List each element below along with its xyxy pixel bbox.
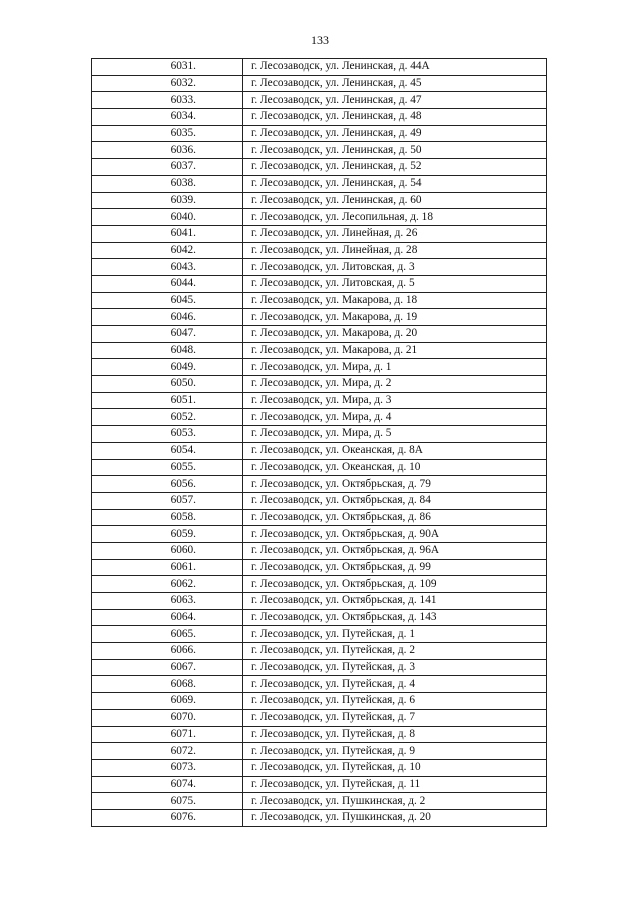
row-address: г. Лесозаводск, ул. Макарова, д. 19: [243, 309, 547, 326]
row-number: 6052.: [92, 409, 243, 426]
table-row: [92, 643, 547, 660]
row-number: 6063.: [92, 593, 243, 610]
table-row: [92, 576, 547, 593]
row-number: 6037.: [92, 159, 243, 176]
table-row: [92, 726, 547, 743]
table-row: [92, 192, 547, 209]
row-address: г. Лесозаводск, ул. Ленинская, д. 44А: [243, 59, 547, 76]
table-row: [92, 759, 547, 776]
row-number: 6058.: [92, 509, 243, 526]
row-number: 6057.: [92, 492, 243, 509]
table-row: [92, 609, 547, 626]
table-row: [92, 359, 547, 376]
row-number: 6050.: [92, 376, 243, 393]
table-row: [92, 125, 547, 142]
row-number: 6062.: [92, 576, 243, 593]
row-number: 6043.: [92, 259, 243, 276]
table-row: [92, 292, 547, 309]
row-number: 6071.: [92, 726, 243, 743]
table-row: [92, 476, 547, 493]
table-row: [92, 59, 547, 76]
table-row: [92, 275, 547, 292]
row-number: 6033.: [92, 92, 243, 109]
row-number: 6065.: [92, 626, 243, 643]
row-number: 6048.: [92, 342, 243, 359]
table-row: [92, 542, 547, 559]
row-address: г. Лесозаводск, ул. Литовская, д. 3: [243, 259, 547, 276]
row-address: г. Лесозаводск, ул. Макарова, д. 20: [243, 326, 547, 343]
row-address: г. Лесозаводск, ул. Октябрьская, д. 90А: [243, 526, 547, 543]
row-number: 6072.: [92, 743, 243, 760]
row-number: 6036.: [92, 142, 243, 159]
row-address: г. Лесозаводск, ул. Мира, д. 3: [243, 392, 547, 409]
row-number: 6034.: [92, 109, 243, 126]
table-row: [92, 693, 547, 710]
row-address: г. Лесозаводск, ул. Линейная, д. 28: [243, 242, 547, 259]
row-address: г. Лесозаводск, ул. Океанская, д. 10: [243, 459, 547, 476]
row-address: г. Лесозаводск, ул. Октябрьская, д. 109: [243, 576, 547, 593]
table-row: [92, 626, 547, 643]
row-number: 6067.: [92, 659, 243, 676]
row-number: 6073.: [92, 759, 243, 776]
table-row: [92, 109, 547, 126]
table-row: [92, 809, 547, 826]
row-number: 6039.: [92, 192, 243, 209]
row-address: г. Лесозаводск, ул. Макарова, д. 21: [243, 342, 547, 359]
row-address: г. Лесозаводск, ул. Путейская, д. 1: [243, 626, 547, 643]
table-row: [92, 442, 547, 459]
row-address: г. Лесозаводск, ул. Ленинская, д. 54: [243, 175, 547, 192]
row-number: 6069.: [92, 693, 243, 710]
table-row: [92, 92, 547, 109]
table-row: [92, 793, 547, 810]
row-number: 6045.: [92, 292, 243, 309]
table-row: [92, 75, 547, 92]
row-number: 6032.: [92, 75, 243, 92]
row-address: г. Лесозаводск, ул. Путейская, д. 10: [243, 759, 547, 776]
row-address: г. Лесозаводск, ул. Путейская, д. 4: [243, 676, 547, 693]
table-row: [92, 559, 547, 576]
row-number: 6051.: [92, 392, 243, 409]
row-number: 6055.: [92, 459, 243, 476]
table-row: [92, 209, 547, 226]
table-row: [92, 225, 547, 242]
table-row: [92, 593, 547, 610]
row-number: 6061.: [92, 559, 243, 576]
table-row: [92, 776, 547, 793]
table-row: [92, 426, 547, 443]
row-number: 6075.: [92, 793, 243, 810]
table-row: [92, 175, 547, 192]
row-number: 6074.: [92, 776, 243, 793]
row-number: 6042.: [92, 242, 243, 259]
row-address: г. Лесозаводск, ул. Путейская, д. 3: [243, 659, 547, 676]
address-table: [91, 58, 547, 827]
row-address: г. Лесозаводск, ул. Мира, д. 5: [243, 426, 547, 443]
row-address: г. Лесозаводск, ул. Ленинская, д. 45: [243, 75, 547, 92]
row-number: 6053.: [92, 426, 243, 443]
row-address: г. Лесозаводск, ул. Линейная, д. 26: [243, 225, 547, 242]
table-row: [92, 509, 547, 526]
row-address: г. Лесозаводск, ул. Октябрьская, д. 96А: [243, 542, 547, 559]
table-row: [92, 259, 547, 276]
row-address: г. Лесозаводск, ул. Ленинская, д. 48: [243, 109, 547, 126]
row-address: г. Лесозаводск, ул. Октябрьская, д. 79: [243, 476, 547, 493]
row-number: 6076.: [92, 809, 243, 826]
row-number: 6040.: [92, 209, 243, 226]
row-address: г. Лесозаводск, ул. Ленинская, д. 47: [243, 92, 547, 109]
address-table-body: [92, 59, 547, 827]
row-number: 6054.: [92, 442, 243, 459]
row-address: г. Лесозаводск, ул. Мира, д. 4: [243, 409, 547, 426]
row-address: г. Лесозаводск, ул. Октябрьская, д. 86: [243, 509, 547, 526]
row-number: 6044.: [92, 275, 243, 292]
row-address: г. Лесозаводск, ул. Путейская, д. 6: [243, 693, 547, 710]
row-address: г. Лесозаводск, ул. Пушкинская, д. 2: [243, 793, 547, 810]
table-row: [92, 459, 547, 476]
row-address: г. Лесозаводск, ул. Мира, д. 1: [243, 359, 547, 376]
table-row: [92, 743, 547, 760]
table-row: [92, 376, 547, 393]
row-address: г. Лесозаводск, ул. Путейская, д. 11: [243, 776, 547, 793]
table-row: [92, 309, 547, 326]
table-row: [92, 342, 547, 359]
table-row: [92, 392, 547, 409]
row-address: г. Лесозаводск, ул. Путейская, д. 2: [243, 643, 547, 660]
row-address: г. Лесозаводск, ул. Путейская, д. 7: [243, 709, 547, 726]
row-number: 6049.: [92, 359, 243, 376]
row-number: 6056.: [92, 476, 243, 493]
row-address: г. Лесозаводск, ул. Литовская, д. 5: [243, 275, 547, 292]
row-number: 6066.: [92, 643, 243, 660]
table-row: [92, 242, 547, 259]
row-number: 6031.: [92, 59, 243, 76]
row-address: г. Лесозаводск, ул. Океанская, д. 8А: [243, 442, 547, 459]
row-address: г. Лесозаводск, ул. Макарова, д. 18: [243, 292, 547, 309]
table-row: [92, 492, 547, 509]
row-address: г. Лесозаводск, ул. Октябрьская, д. 84: [243, 492, 547, 509]
row-number: 6038.: [92, 175, 243, 192]
row-number: 6070.: [92, 709, 243, 726]
row-number: 6035.: [92, 125, 243, 142]
table-row: [92, 709, 547, 726]
row-address: г. Лесозаводск, ул. Октябрьская, д. 141: [243, 593, 547, 610]
row-address: г. Лесозаводск, ул. Пушкинская, д. 20: [243, 809, 547, 826]
row-address: г. Лесозаводск, ул. Мира, д. 2: [243, 376, 547, 393]
row-address: г. Лесозаводск, ул. Путейская, д. 8: [243, 726, 547, 743]
row-address: г. Лесозаводск, ул. Ленинская, д. 60: [243, 192, 547, 209]
row-address: г. Лесозаводск, ул. Октябрьская, д. 99: [243, 559, 547, 576]
row-address: г. Лесозаводск, ул. Ленинская, д. 50: [243, 142, 547, 159]
row-number: 6060.: [92, 542, 243, 559]
row-number: 6046.: [92, 309, 243, 326]
row-number: 6068.: [92, 676, 243, 693]
table-row: [92, 159, 547, 176]
row-number: 6041.: [92, 225, 243, 242]
page-number: 133: [311, 33, 329, 47]
row-number: 6064.: [92, 609, 243, 626]
row-address: г. Лесозаводск, ул. Ленинская, д. 49: [243, 125, 547, 142]
table-row: [92, 409, 547, 426]
table-row: [92, 142, 547, 159]
table-row: [92, 526, 547, 543]
row-address: г. Лесозаводск, ул. Путейская, д. 9: [243, 743, 547, 760]
row-number: 6047.: [92, 326, 243, 343]
table-row: [92, 326, 547, 343]
row-address: г. Лесозаводск, ул. Лесопильная, д. 18: [243, 209, 547, 226]
table-row: [92, 659, 547, 676]
table-row: [92, 676, 547, 693]
row-address: г. Лесозаводск, ул. Ленинская, д. 52: [243, 159, 547, 176]
row-address: г. Лесозаводск, ул. Октябрьская, д. 143: [243, 609, 547, 626]
row-number: 6059.: [92, 526, 243, 543]
